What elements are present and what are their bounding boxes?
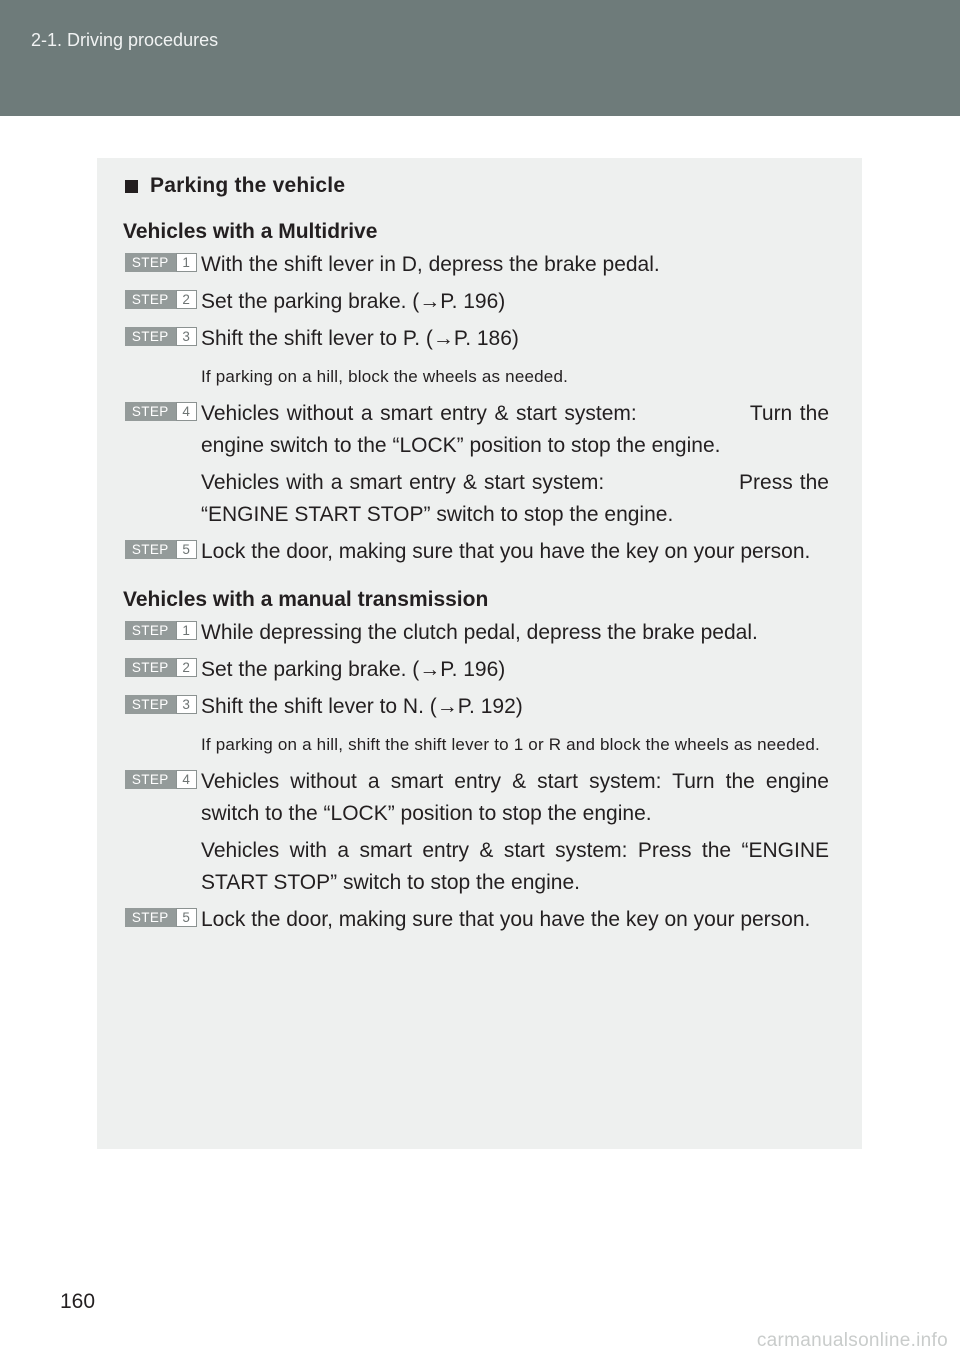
step-badge (125, 402, 197, 421)
step-badge (125, 253, 197, 272)
step-badge-number: 4 (176, 770, 197, 789)
step-badge-label: STEP (125, 621, 176, 640)
step-text: Shift the shift lever to P. (→P. 186) (201, 327, 519, 350)
panel-heading (123, 174, 829, 198)
step-text: While depressing the clutch pedal, depress the brake pedal. (201, 621, 758, 644)
panel-title: Parking the vehicle (150, 174, 346, 197)
watermark: carmanualsonline.info (756, 1330, 948, 1351)
step-item (123, 654, 829, 686)
step-badge (125, 658, 197, 677)
page-number: 160 (60, 1290, 96, 1313)
step-badge-label: STEP (125, 290, 176, 309)
step-item (123, 691, 829, 758)
panel-content (123, 174, 829, 936)
content-panel (97, 158, 862, 1149)
section-title: 2-1. Driving procedures (31, 30, 219, 50)
square-bullet-icon (125, 180, 138, 193)
step-item (123, 249, 829, 281)
step-badge (125, 621, 197, 640)
step-item (123, 617, 829, 649)
group-heading: Vehicles with a Multidrive (123, 220, 378, 243)
step-text: Vehicles without a smart entry & start system: Turn the engine switch to the “LOCK” position to stop the engine. (201, 770, 829, 825)
step-badge-label: STEP (125, 770, 176, 789)
step-text: Shift the shift lever to N. (→P. 192) (201, 695, 523, 718)
step-item (123, 398, 829, 531)
step-badge (125, 695, 197, 714)
step-text: Set the parking brake. (→P. 196) (201, 290, 506, 313)
step-text: Vehicles with a smart entry & start system: Press the “ENGINE START STOP” switch to stop the engine. (201, 471, 829, 526)
step-badge-number: 5 (176, 540, 197, 559)
step-item (123, 323, 829, 390)
step-text: Set the parking brake. (→P. 196) (201, 658, 506, 681)
step-text: Vehicles with a smart entry & start system: Press the “ENGINE START STOP” switch to stop the engine. (201, 839, 829, 894)
step-item (123, 904, 829, 936)
step-badge-label: STEP (125, 253, 176, 272)
group-heading: Vehicles with a manual transmission (123, 588, 489, 611)
step-badge-label: STEP (125, 327, 176, 346)
step-text: Lock the door, making sure that you have the key on your person. (201, 540, 811, 563)
step-badge (125, 770, 197, 789)
step-item (123, 766, 829, 899)
step-badge-number: 3 (176, 327, 197, 346)
step-badge-number: 4 (176, 402, 197, 421)
step-badge (125, 290, 197, 309)
step-text: With the shift lever in D, depress the brake pedal. (201, 253, 660, 276)
step-item (123, 286, 829, 318)
step-badge-label: STEP (125, 540, 176, 559)
header-bar (0, 0, 960, 116)
step-badge-number: 1 (176, 253, 197, 272)
step-badge-label: STEP (125, 908, 176, 927)
step-badge-label: STEP (125, 402, 176, 421)
step-note: If parking on a hill, shift the shift lever to 1 or R and block the wheels as needed. (201, 735, 820, 754)
step-badge (125, 327, 197, 346)
step-text: Lock the door, making sure that you have the key on your person. (201, 908, 811, 931)
step-text: Vehicles without a smart entry & start system: Turn the engine switch to the “LOCK” position to stop the engine. (201, 402, 829, 457)
step-badge-number: 2 (176, 290, 197, 309)
step-badge-number: 3 (176, 695, 197, 714)
step-badge (125, 540, 197, 559)
step-badge-number: 2 (176, 658, 197, 677)
step-note: If parking on a hill, block the wheels as needed. (201, 367, 569, 386)
step-badge-number: 1 (176, 621, 197, 640)
step-badge-label: STEP (125, 658, 176, 677)
step-badge (125, 908, 197, 927)
step-item (123, 536, 829, 568)
step-badge-number: 5 (176, 908, 197, 927)
step-badge-label: STEP (125, 695, 176, 714)
